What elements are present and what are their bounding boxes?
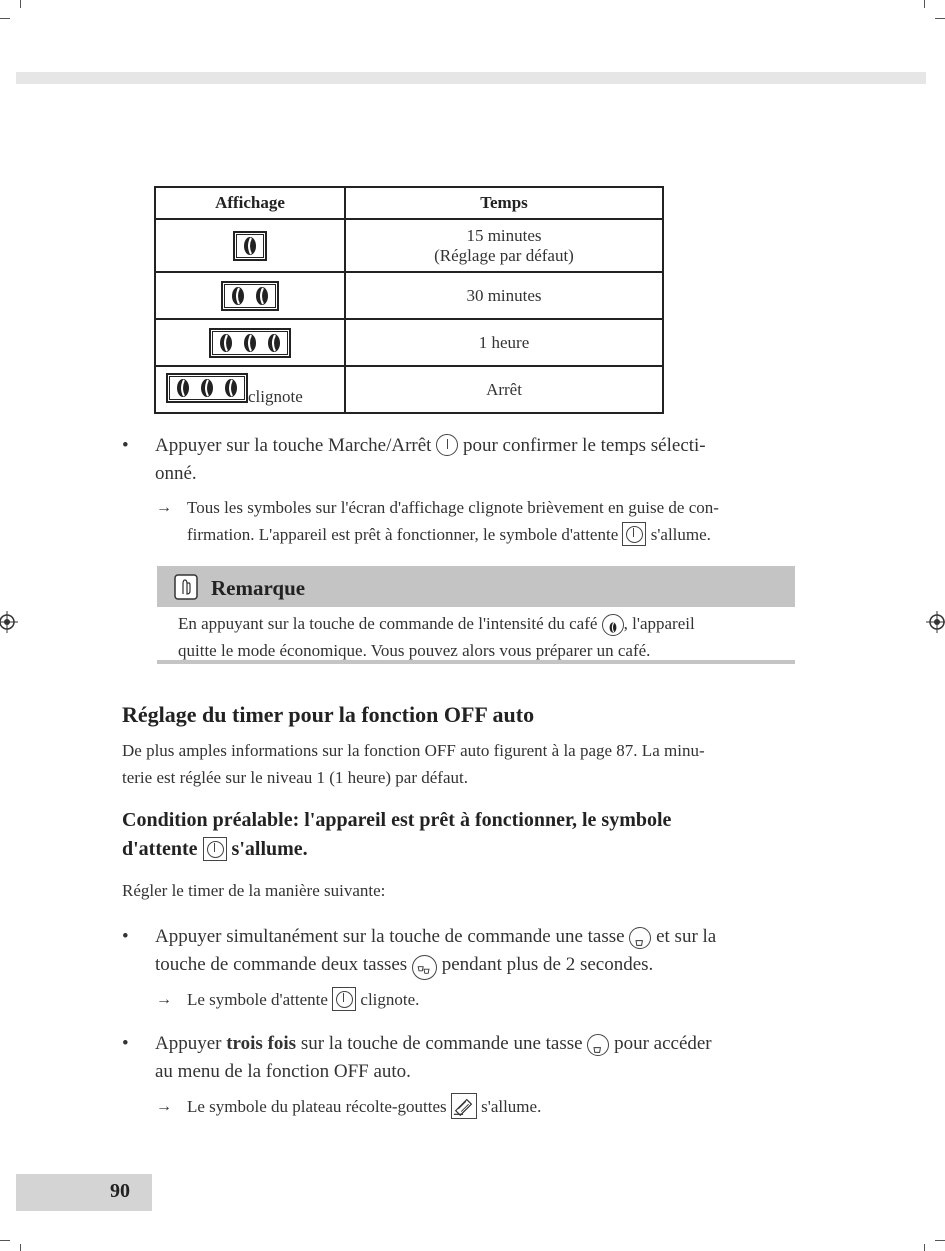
registration-mark-icon bbox=[0, 611, 18, 633]
arrow-icon: → bbox=[156, 1098, 172, 1115]
list-item: • Appuyer trois fois sur la touche de commande une tasse pour accéder au menu de la fonction OFF auto. bbox=[122, 1030, 832, 1086]
bullet: • bbox=[122, 1033, 129, 1054]
display-cell bbox=[155, 366, 345, 413]
page-number: 90 bbox=[110, 1180, 130, 1202]
coffee-bean-icon bbox=[224, 378, 238, 398]
header-bar bbox=[16, 72, 926, 84]
standby-icon bbox=[622, 522, 646, 546]
table-row bbox=[155, 366, 663, 413]
table-row bbox=[155, 319, 663, 366]
arrow-icon: → bbox=[156, 499, 172, 516]
list-item: • Appuyer simultanément sur la touche de commande une tasse et sur la touche de commande deux tasses pendant plus de 2 secondes. bbox=[122, 923, 832, 980]
display-beans-2 bbox=[221, 281, 279, 311]
table-header-time: Temps bbox=[345, 187, 663, 219]
display-cell bbox=[155, 272, 345, 319]
note-body: En appuyant sur la touche de commande de l'intensité du café , l'appareil quitte le mode économique. Vous pouvez alors vous préparer un café. bbox=[178, 614, 695, 660]
coffee-bean-icon bbox=[200, 378, 214, 398]
crop-mark bbox=[0, 1240, 10, 1241]
blink-label: clignote bbox=[248, 386, 303, 406]
crop-mark bbox=[0, 18, 10, 19]
display-beans-3 bbox=[209, 328, 291, 358]
table-row bbox=[155, 219, 663, 272]
coffee-bean-icon bbox=[243, 236, 257, 256]
display-cell bbox=[155, 319, 345, 366]
crop-mark bbox=[935, 18, 945, 19]
coffee-bean-icon bbox=[267, 333, 281, 353]
table-header-display: Affichage bbox=[155, 187, 345, 219]
time-cell: Arrêt bbox=[345, 366, 663, 413]
two-cups-icon bbox=[412, 955, 437, 980]
time-cell: 30 minutes bbox=[345, 272, 663, 319]
drip-tray-icon bbox=[451, 1093, 477, 1119]
display-beans-1 bbox=[233, 231, 267, 261]
note-title: Remarque bbox=[211, 576, 306, 600]
result-item: → Tous les symboles sur l'écran d'affichage clignote brièvement en guise de con- firmation. L'appareil est prêt à fonctionner, le symbole d'attente s'allume. bbox=[156, 494, 826, 548]
result-item: → Le symbole d'attente clignote. bbox=[156, 986, 826, 1013]
standby-icon bbox=[203, 837, 227, 861]
section-intro: De plus amples informations sur la fonction OFF auto figurent à la page 87. La minu- terie est réglée sur le niveau 1 (1 heure) par défaut. bbox=[122, 741, 705, 787]
display-beans-3-blinking bbox=[166, 373, 248, 403]
result-item: → Le symbole du plateau récolte-gouttes s'allume. bbox=[156, 1093, 826, 1120]
power-icon bbox=[436, 434, 458, 456]
list-item: • Appuyer sur la touche Marche/Arrêt pour confirmer le temps sélecti- onné. bbox=[122, 432, 822, 488]
note-divider bbox=[157, 660, 795, 664]
page-number-box bbox=[16, 1174, 152, 1211]
time-note: (Réglage par défaut) bbox=[434, 245, 574, 265]
time-cell: 1 heure bbox=[345, 319, 663, 366]
timer-table bbox=[154, 186, 664, 414]
coffee-bean-icon bbox=[231, 286, 245, 306]
time-cell bbox=[345, 219, 663, 272]
crop-mark bbox=[935, 1240, 945, 1241]
coffee-bean-icon bbox=[219, 333, 233, 353]
one-cup-icon bbox=[587, 1034, 609, 1056]
lead-text: Régler le timer de la manière suivante: bbox=[122, 881, 386, 900]
bullet: • bbox=[122, 926, 129, 947]
hand-note-icon bbox=[174, 574, 198, 600]
bullet: • bbox=[122, 435, 129, 456]
crop-mark bbox=[924, 1244, 925, 1251]
registration-mark-icon bbox=[926, 611, 945, 633]
coffee-bean-icon bbox=[255, 286, 269, 306]
arrow-icon: → bbox=[156, 991, 172, 1008]
coffee-bean-icon bbox=[176, 378, 190, 398]
coffee-strength-icon bbox=[602, 614, 624, 636]
display-cell bbox=[155, 219, 345, 272]
coffee-bean-icon bbox=[243, 333, 257, 353]
crop-mark bbox=[924, 0, 925, 8]
one-cup-icon bbox=[629, 927, 651, 949]
section-title: Réglage du timer pour la fonction OFF auto bbox=[122, 702, 535, 727]
table-row bbox=[155, 272, 663, 319]
crop-mark bbox=[20, 1244, 21, 1251]
condition-heading: Condition préalable: l'appareil est prêt à fonctionner, le symbole d'attente s'allume. bbox=[122, 809, 672, 860]
time-value: 15 minutes bbox=[466, 225, 542, 245]
crop-mark bbox=[20, 0, 21, 8]
standby-icon bbox=[332, 987, 356, 1011]
